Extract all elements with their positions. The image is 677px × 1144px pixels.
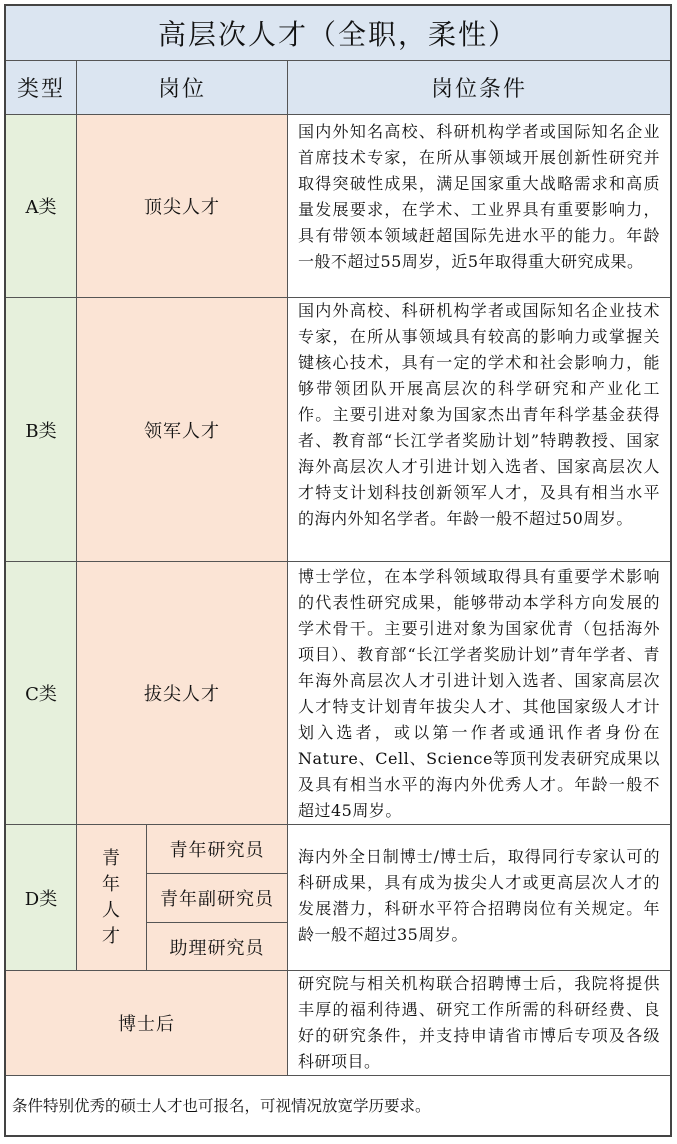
header-type: 类型 [6, 61, 76, 114]
position-young-associate-researcher: 青年副研究员 [147, 874, 287, 922]
table-title: 高层次人才（全职，柔性） [6, 6, 670, 60]
divider [6, 1075, 670, 1076]
divider [287, 60, 288, 1076]
position-young-researcher: 青年研究员 [147, 825, 287, 873]
position-assistant-researcher: 助理研究员 [147, 923, 287, 970]
position-postdoc: 博士后 [6, 971, 287, 1075]
position-outstanding-talent: 拔尖人才 [77, 562, 287, 824]
header-conditions: 岗位条件 [288, 61, 670, 114]
conditions-postdoc: 研究院与相关机构联合招聘博士后，我院将提供丰厚的福利待遇、研究工作所需的科研经费、良好的研究条件，并支持申请省市博后专项及各级科研项目。 [298, 974, 660, 1071]
divider [6, 824, 670, 825]
divider [6, 114, 670, 115]
divider [147, 922, 288, 923]
position-leading-talent: 领军人才 [77, 298, 287, 561]
type-b: B类 [6, 298, 76, 561]
conditions-b: 国内外高校、科研机构学者或国际知名企业技术专家，在所从事领域具有较高的影响力或掌握关键核心技术，具有一定的学术和社会影响力，能够带领团队开展高层次的科学研究和产业化工作。主要引进对象为国家杰出青年科学基金获得者、教育部“长江学者奖励计划”特聘教授、国家海外高层次人才引进计划入选者、国家高层次人才特支计划科技创新领军人才，及具有相当水平的海内外知名学者。年龄一般不超过50周岁。 [298, 301, 660, 528]
divider [6, 561, 670, 562]
divider [6, 297, 670, 298]
footnote: 条件特别优秀的硕士人才也可报名，可视情况放宽学历要求。 [12, 1097, 431, 1115]
divider [146, 824, 147, 971]
header-position: 岗位 [77, 61, 287, 114]
conditions-a: 国内外知名高校、科研机构学者或国际知名企业首席技术专家，在所从事领域开展创新性研究并取得突破性成果，满足国家重大战略需求和高质量发展要求，在学术、工业界具有重要影响力，具有带领本领域赶超国际先进水平的能力。年龄一般不超过55周岁，近5年取得重大研究成果。 [298, 122, 660, 271]
type-c: C类 [6, 562, 76, 824]
divider [147, 873, 288, 874]
conditions-c: 博士学位，在本学科领域取得具有重要学术影响的代表性研究成果，能够带动本学科方向发展的学术骨干。主要引进对象为国家优青（包括海外项目）、教育部“长江学者奖励计划”青年学者、青年海外高层次人才引进计划入选者、国家高层次人才特支计划青年拔尖人才、其他国家级人才计划入选者，或以第一作者或通讯作者身份在Nature、Cell、Science等顶刊发表研究成果以及具有相当水平的海内外优秀人才。年龄一般不超过45周岁。 [298, 567, 660, 820]
position-top-talent: 顶尖人才 [77, 115, 287, 297]
divider [6, 60, 670, 61]
divider [76, 60, 77, 971]
divider [6, 970, 670, 971]
conditions-d: 海内外全日制博士/博士后，取得同行专家认可的科研成果，具有成为拔尖人才或更高层次人才的发展潜力，科研水平符合招聘岗位有关规定。年龄一般不超过35周岁。 [298, 847, 660, 944]
type-a: A类 [6, 115, 76, 297]
type-d: D类 [6, 825, 76, 970]
position-group-young-talent: 青年人才 [77, 825, 146, 970]
